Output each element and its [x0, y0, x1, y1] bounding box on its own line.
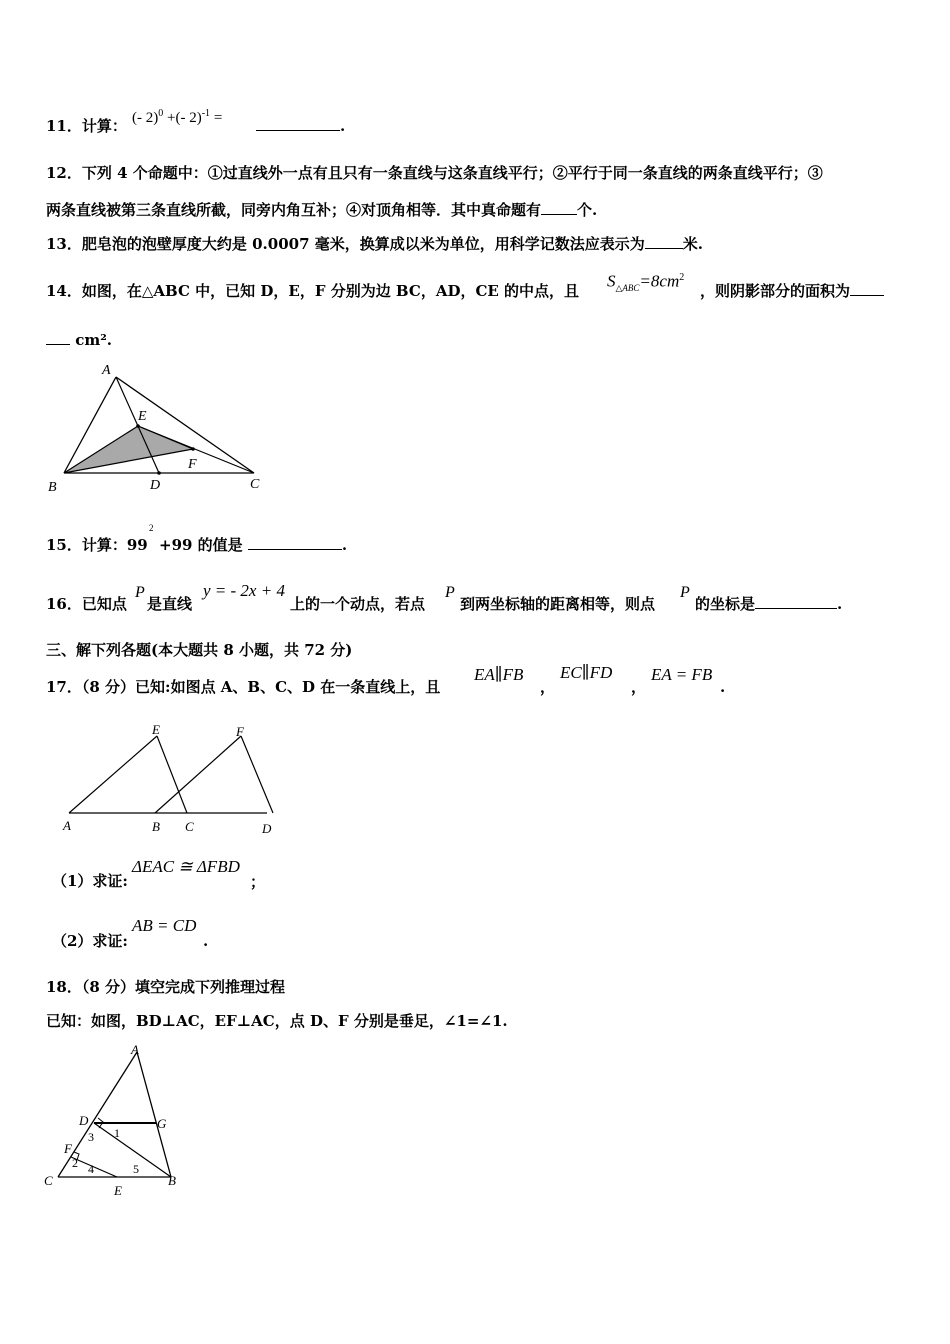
figure-14-triangle: [40, 360, 280, 500]
label-a: A: [63, 818, 71, 833]
q16-text-4: 到两坐标轴的距离相等，则点: [460, 595, 656, 613]
segment-fb: [155, 736, 241, 813]
question-16: 16．已知点: [46, 595, 127, 613]
q16-line-equation: y = - 2x + 4: [203, 581, 285, 600]
q14-answer-blank-2[interactable]: [46, 330, 70, 345]
q17-sep-2: ，: [631, 678, 647, 696]
question-11: 11．计算：: [46, 117, 127, 135]
q17-end: .: [720, 678, 726, 696]
segment-fd: [241, 736, 273, 813]
q11-expression: (- 2)$^0$ +(- 2)$^{-1}$ =: [132, 108, 223, 126]
question-12-line2: 两条直线被第三条直线所截，同旁内角互补；④对顶角相等．其中真命题有 个.: [46, 201, 598, 219]
question-14: 14．如图，在△ABC 中，已知 D，E，F 分别为边 BC，AD，CE 的中点，且: [46, 282, 580, 300]
point-e: [136, 424, 140, 428]
label-e: E: [114, 1183, 122, 1198]
label-f: F: [236, 724, 244, 739]
label-b: B: [152, 819, 160, 834]
q17-part-2-end: .: [203, 932, 209, 950]
point-d: [157, 471, 161, 475]
label-g: G: [157, 1116, 167, 1131]
q11-answer-blank[interactable]: .: [256, 116, 345, 136]
segment-ea: [69, 736, 157, 813]
q16-point-p-3: P: [680, 584, 690, 601]
segment-ec: [157, 736, 187, 813]
q14-line2: cm².: [46, 330, 112, 350]
angle-label-4: 4: [88, 1162, 94, 1176]
q14-text-2: ，则阴影部分的面积为: [700, 281, 884, 301]
q17-sep-1: ，: [540, 678, 556, 696]
label-c: C: [44, 1173, 53, 1188]
question-15: 15．计算：99: [46, 536, 148, 554]
q17-part-1-end: ；: [250, 873, 266, 891]
label-b: B: [168, 1173, 176, 1188]
question-13: 13．肥皂泡的泡壁厚度大约是 0.0007 毫米，换算成以米为单位，用科学记数法应表示为 米.: [46, 235, 703, 253]
q17-condition-1: EA∥FB: [474, 665, 524, 684]
q17-condition-3: EA = FB: [651, 665, 713, 684]
q16-text-5: 的坐标是 .: [695, 595, 843, 613]
question-18: 18．（8 分）填空完成下列推理过程: [46, 978, 286, 996]
figure-18-triangle: [40, 1040, 200, 1200]
label-e: E: [152, 722, 160, 737]
label-c: C: [250, 477, 260, 492]
q17-part-1-label: （1）求证:: [52, 872, 128, 890]
q17-part-2-label: （2）求证:: [52, 932, 128, 950]
question-17: 17．（8 分）已知:如图点 A、B、C、D 在一条直线上，且: [46, 678, 441, 696]
question-12: 12．下列 4 个命题中：①过直线外一点有且只有一条直线与这条直线平行；②平行于同一条直线的两条直线平行；③: [46, 164, 823, 182]
q15-answer-blank[interactable]: [248, 535, 342, 550]
q12-answer-blank[interactable]: [541, 200, 577, 215]
label-e: E: [138, 409, 147, 424]
angle-label-2: 2: [72, 1156, 78, 1170]
label-b: B: [48, 480, 57, 495]
label-a: A: [131, 1042, 139, 1057]
label-f: F: [64, 1141, 72, 1156]
label-d: D: [150, 478, 161, 493]
angle-label-3: 3: [88, 1130, 94, 1144]
q17-condition-2: EC∥FD: [560, 663, 613, 682]
figure-17-triangles: [55, 720, 295, 840]
angle-label-1: 1: [114, 1126, 120, 1140]
q16-text-3: 上的一个动点，若点: [290, 595, 426, 613]
q14-answer-blank-1[interactable]: [850, 281, 884, 296]
point-f: [191, 447, 195, 451]
q15-rest: +99 的值是 .: [159, 536, 348, 554]
q15-exponent: 2: [149, 523, 154, 533]
label-d: D: [262, 821, 272, 836]
label-c: C: [185, 819, 194, 834]
label-a: A: [102, 363, 111, 378]
q16-answer-blank[interactable]: [755, 594, 837, 609]
angle-label-5: 5: [133, 1162, 139, 1176]
q17-part-2-expression: AB = CD: [132, 916, 197, 935]
q18-given: 已知：如图，BD⊥AC，EF⊥AC，点 D、F 分别是垂足，∠1=∠1.: [46, 1012, 508, 1030]
section-3-heading: 三、解下列各题(本大题共 8 小题，共 72 分): [46, 641, 353, 659]
side-ab: [137, 1052, 171, 1177]
q16-point-p-2: P: [445, 584, 455, 601]
q14-area-expression: $S_{\triangle ABC}=8cm^2$: [607, 271, 685, 294]
shaded-triangle: [64, 426, 193, 473]
q16-point-p-1: P: [135, 584, 145, 601]
label-d: D: [79, 1113, 89, 1128]
label-f: F: [188, 457, 197, 472]
q17-part-1-expression: ΔEAC ≅ ΔFBD: [132, 857, 240, 876]
q16-text-2: 是直线: [147, 595, 193, 613]
q13-answer-blank[interactable]: [645, 234, 683, 249]
side-ac: [58, 1052, 137, 1177]
